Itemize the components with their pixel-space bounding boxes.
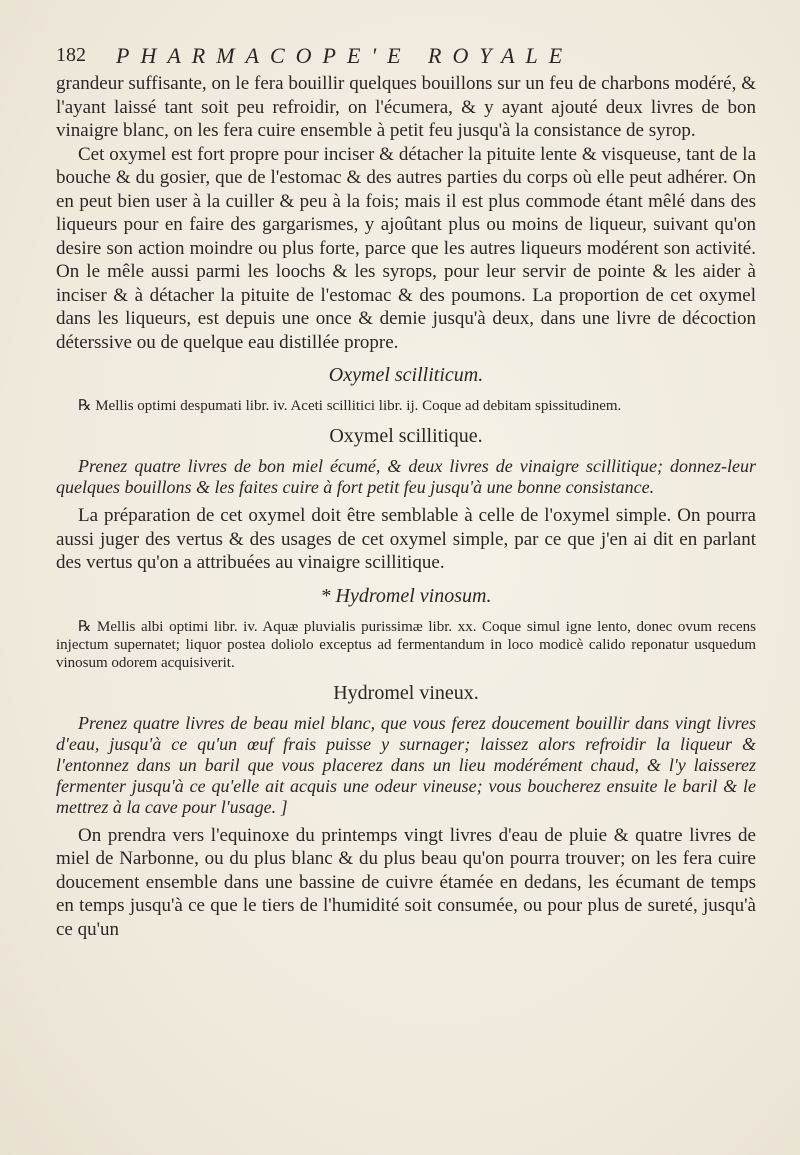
french-title-oxymel-scillitique: Oxymel scillitique. — [329, 425, 483, 447]
running-title: PHARMACOPE'E ROYALE — [116, 43, 574, 68]
french-recipe-hydromel: Prenez quatre livres de beau miel blanc, que vous ferez doucement bouillir dans vingt livres d'eau, jusqu'à ce qu'un œuf frais puisse y surnager; laissez alors refroidir la liqueur & l'entonnez dans un baril que vous placerez dans un lieu modérément chaud, & l'y laisserez fermenter jusqu'à ce qu'elle ait acquis une odeur vineuse; vous boucherez ensuite le baril & le mettrez à la cave pour l'usage. ] — [56, 712, 756, 817]
paragraph-oxymel-preparation: La préparation de cet oxymel doit être semblable à celle de l'oxymel simple. On pourra aussi juger des vertus & des usages de cet oxymel simple, par ce que j'en ai dit en parlant des vertus qu'on a attribuées au vinaigre scillitique. — [56, 505, 756, 573]
latin-title-hydromel-vinosum: * Hydromel vinosum. — [320, 584, 492, 607]
latin-recipe-oxymel: ℞ Mellis optimi despumati libr. iv. Aceti scillitici libr. ij. Coque ad debitam spissitudinem. — [78, 398, 622, 414]
page-header — [56, 44, 744, 70]
french-recipe-oxymel: Prenez quatre livres de bon miel écumé, & deux livres de vinaigre scillitique; donnez-leur quelques bouillons & les faites cuire à fort petit feu jusqu'à une bonne consistance. — [56, 456, 756, 497]
latin-recipe-hydromel: ℞ Mellis albi optimi libr. iv. Aquæ pluvialis purissimæ libr. xx. Coque simul igne lento, donec ovum recens injectum supernatet; liquor postea doliolo exceptus ad fermentandum in loco modicè calido reponatur usquedum vinosum odorem acquisiverit. — [56, 618, 756, 671]
french-title-hydromel-vineux: Hydromel vineux. — [333, 681, 479, 704]
page-body — [56, 72, 756, 941]
latin-title-oxymel-scilliticum: Oxymel scilliticum. — [328, 364, 484, 386]
paragraph-continuation: grandeur suffisante, on le fera bouillir quelques bouillons sur un feu de charbons modéré, & l'ayant laissé tant soit peu refroidir, on l'écumera, & y ayant ajouté deux livres de bon vinaigre blanc, on les fera cuire ensemble à petit feu jusqu'à la consistance de syrop. — [56, 73, 756, 141]
page-number: 182 — [56, 44, 86, 66]
paragraph-hydromel-method: On prendra vers l'equinoxe du printemps vingt livres d'eau de pluie & quatre livres de miel de Narbonne, ou du plus blanc & du plus beau qu'on pourra trouver; on les fera cuire doucement ensemble dans une bassine de cuivre étamée en dedans, les écumant de temps en temps jusqu'à ce que le tiers de l'humidité soit consumée, ou pour plus de sureté, jusqu'à ce qu'un — [56, 824, 756, 940]
paragraph-oxymel-uses: Cet oxymel est fort propre pour inciser & détacher la pituite lente & visqueuse, tant de la bouche & du gosier, que de l'estomac & des autres parties du corps où elle peut adhérer. On en peut bien user à la cuiller & peu à la fois; mais il est plus commode étant mêlé dans des liqueurs pour en faire des gargarismes, y ajoûtant plus ou moins de liqueur, suivant qu'on desire son action moindre ou plus forte, parce que les autres liqueurs modérent son activité. On le mêle aussi parmi les loochs & les syrops, pour leur servir de pointe & les aider à inciser & à détacher la pituite de l'estomac & des poumons. La proportion de cet oxymel dans les liqueurs, est depuis une once & demie jusqu'à deux, dans une livre de décoction déterssive ou de quelque eau distillée propre. — [56, 143, 756, 353]
